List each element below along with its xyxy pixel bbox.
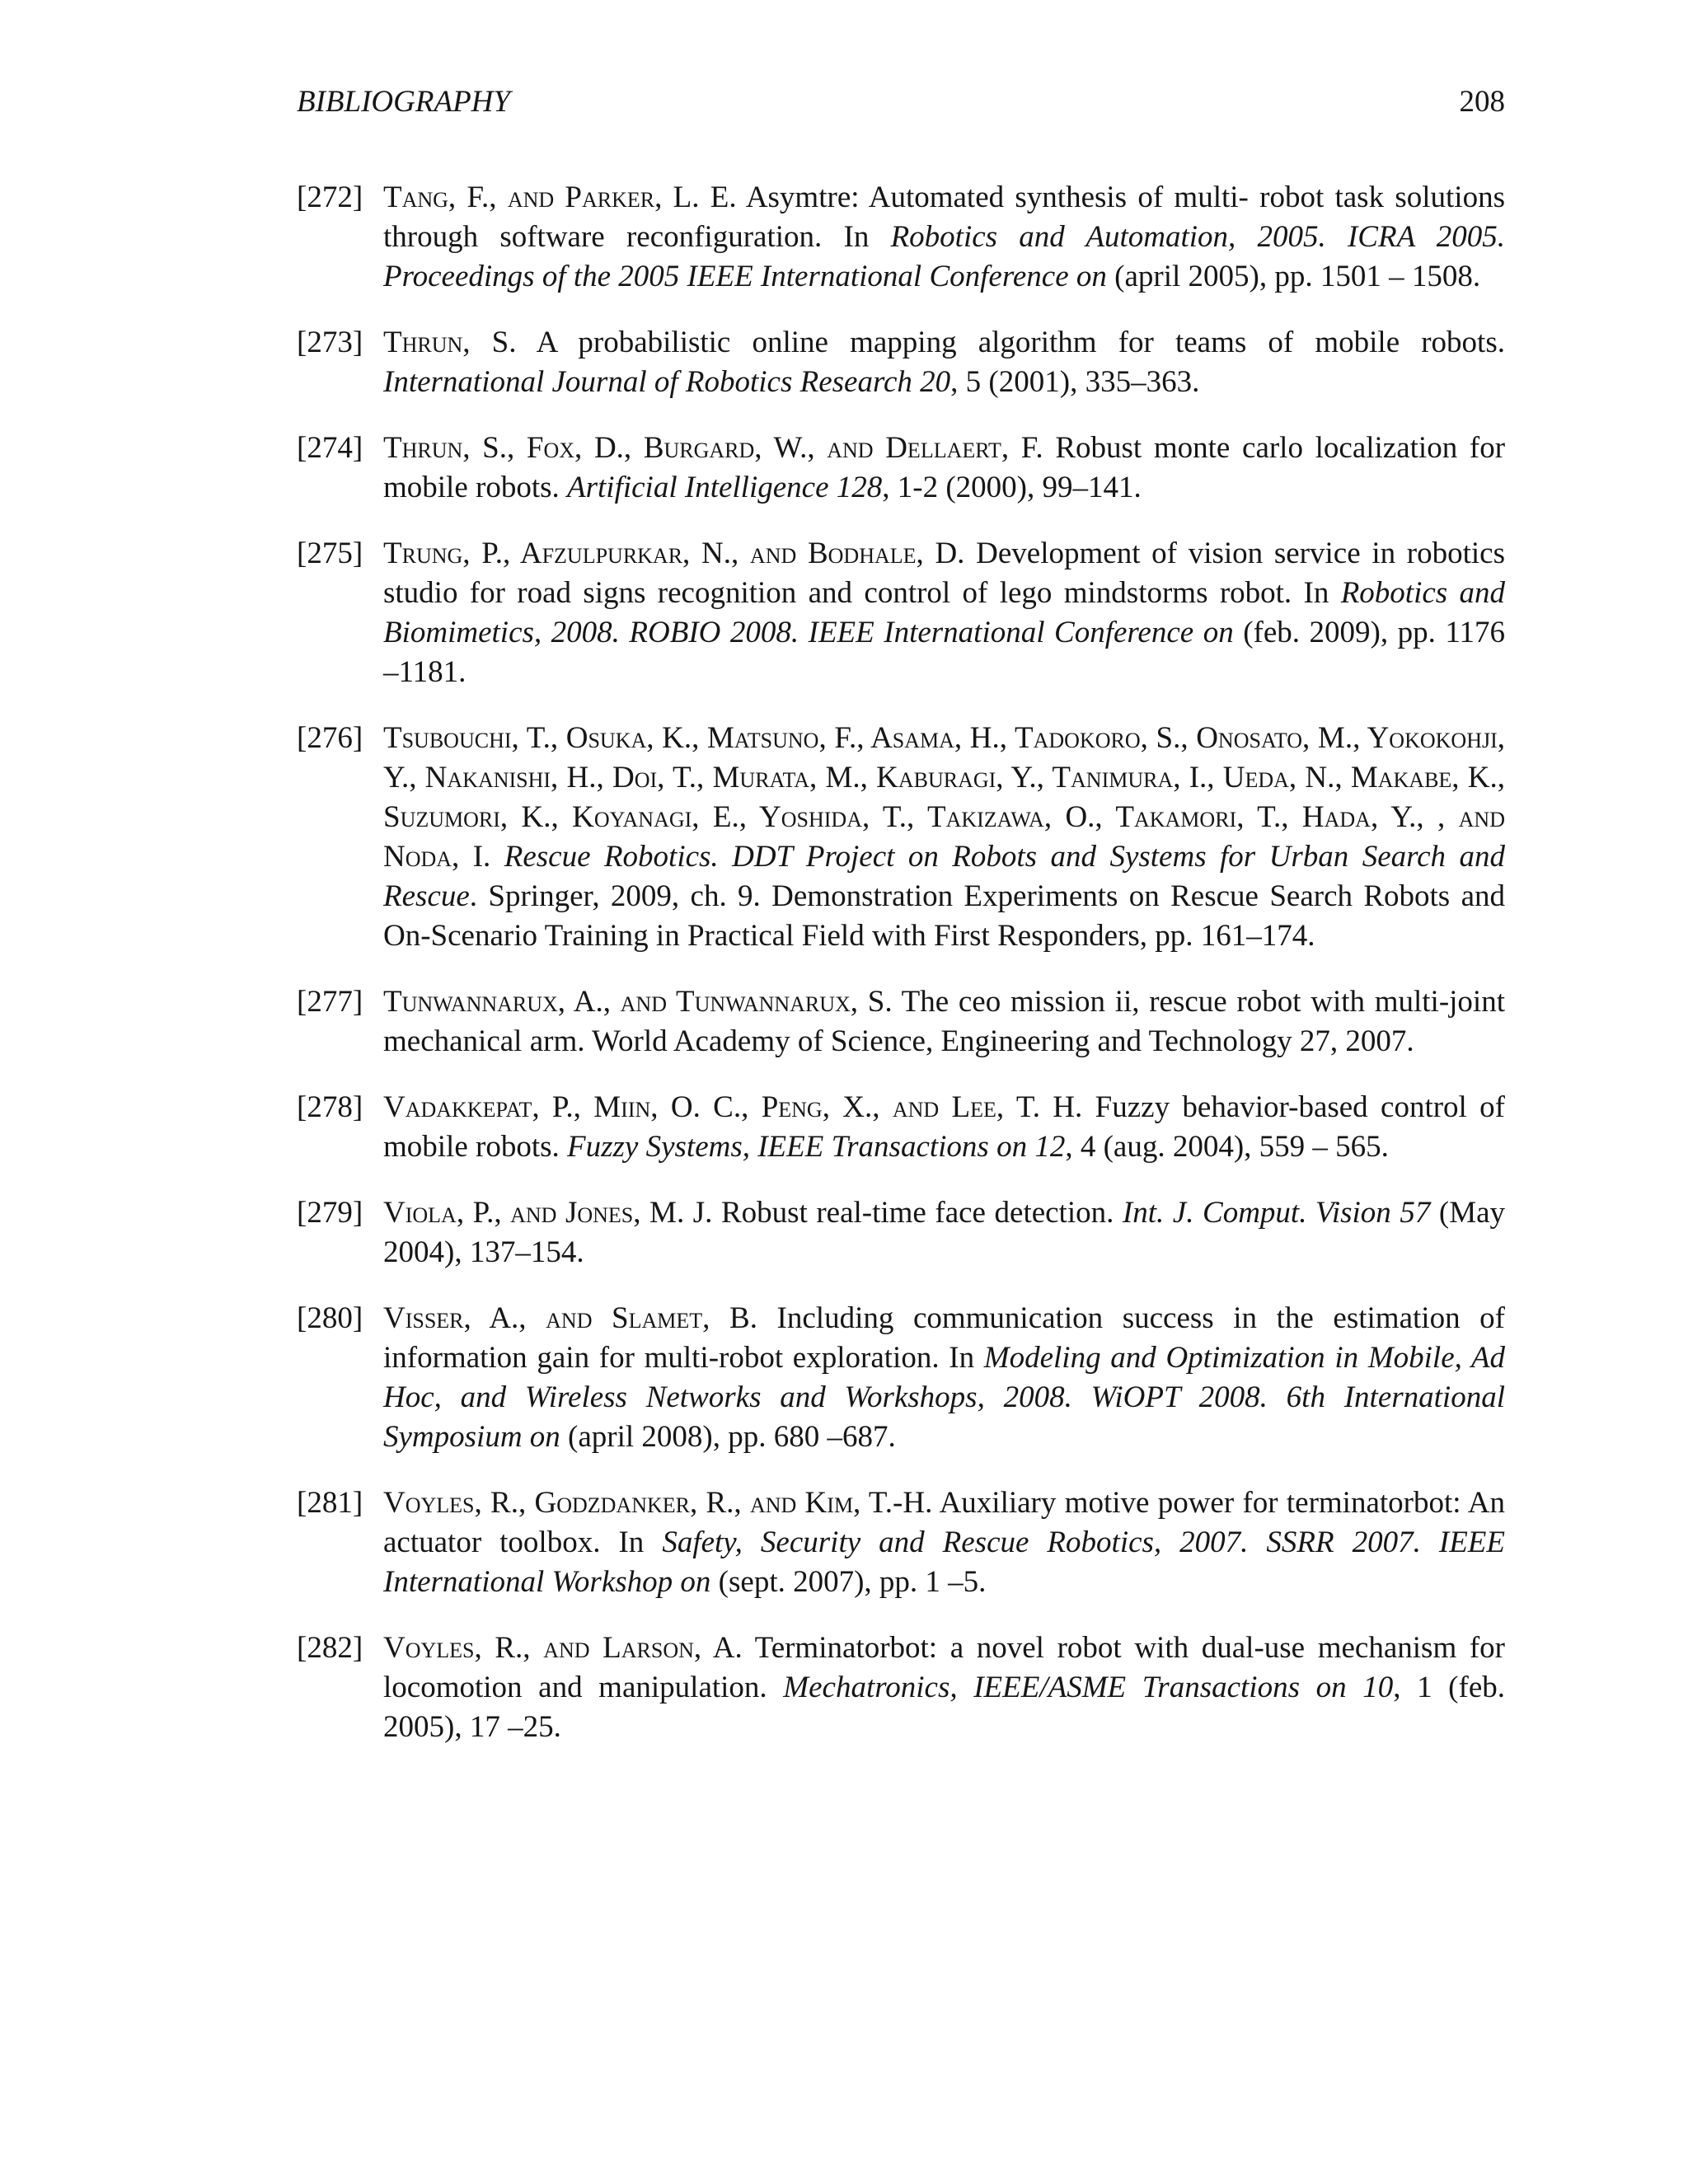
reference-venue: Artificial Intelligence 128 <box>567 471 883 504</box>
reference-venue: Robotics and Automation, 2005. ICRA 2005. Proceedings of the 2005 IEEE International Conference on <box>383 220 1505 293</box>
reference-text <box>383 719 1505 956</box>
reference-text <box>383 1088 1505 1167</box>
reference-title: Fuzzy behavior-based control of mobile robots. <box>383 1090 1506 1164</box>
reference-label: [281] <box>297 1486 363 1520</box>
bibliography-entry <box>297 1483 1505 1602</box>
bibliography-entry <box>297 1088 1505 1167</box>
reference-text <box>383 982 1505 1062</box>
bibliography-entry <box>297 1299 1505 1457</box>
reference-text <box>383 1299 1505 1457</box>
reference-label: [278] <box>297 1090 363 1124</box>
reference-label: [275] <box>297 537 363 570</box>
reference-authors: Viola, P., and Jones, M. J. <box>383 1196 713 1230</box>
reference-title: Development of vision service in robotics studio for road signs recognition and control of lego mindstorms robot. In <box>383 537 1506 610</box>
reference-text <box>383 1193 1505 1272</box>
bibliography-entry <box>297 178 1505 297</box>
bibliography-entry <box>297 982 1505 1062</box>
reference-authors: Vadakkepat, P., Miin, O. C., Peng, X., and Lee, T. H. <box>383 1090 1083 1124</box>
reference-details: (May 2004), 137–154. <box>383 1196 1506 1269</box>
reference-label: [273] <box>297 326 363 359</box>
page-header <box>297 79 1505 125</box>
reference-authors: Visser, A., and Slamet, B. <box>383 1301 757 1335</box>
reference-authors: Tsubouchi, T., Osuka, K., Matsuno, F., Asama, H., Tadokoro, S., Onosato, M., Yokokohji, Y., Nakanishi, H., Doi, T., Murata, M., Kaburagi, Y., Tanimura, I., Ueda, N., Makabe, K., Suzumori, K., Koyanagi, E., Yoshida, T., Takizawa, O., Takamori, T., Hada, Y., , and Noda, I. <box>383 721 1505 874</box>
reference-venue: Modeling and Optimization in Mobile, Ad Hoc, and Wireless Networks and Workshops, 2008. WiOPT 2008. 6th International Symposium on <box>383 1341 1505 1454</box>
reference-text <box>383 534 1505 692</box>
reference-details: (sept. 2007), pp. 1 –5. <box>718 1565 987 1599</box>
reference-details: . Springer, 2009, ch. 9. Demonstration Experiments on Rescue Search Robots and On-Scenario Training in Practical Field with First Responders, pp. 161–174. <box>383 879 1505 953</box>
reference-details: (april 2005), pp. 1501 – 1508. <box>1114 260 1481 293</box>
bibliography-list <box>297 178 1505 1774</box>
reference-authors: Voyles, R., Godzdanker, R., and Kim, T.-H. <box>383 1486 933 1520</box>
reference-authors: Voyles, R., and Larson, A. <box>383 1631 743 1665</box>
reference-venue: Rescue Robotics. DDT Project on Robots and Systems for Urban Search and Rescue <box>383 840 1505 913</box>
bibliography-entry <box>297 323 1505 402</box>
bibliography-entry <box>297 534 1505 692</box>
reference-venue: Fuzzy Systems, IEEE Transactions on 12 <box>567 1130 1066 1164</box>
reference-venue: Mechatronics, IEEE/ASME Transactions on 10 <box>783 1671 1394 1704</box>
bibliography-entry <box>297 429 1505 508</box>
reference-details: (april 2008), pp. 680 –687. <box>568 1420 896 1454</box>
reference-venue: Robotics and Biomimetics, 2008. ROBIO 2008. IEEE International Conference on <box>383 576 1506 649</box>
reference-details: , 4 (aug. 2004), 559 – 565. <box>1065 1130 1389 1164</box>
reference-title: A probabilistic online mapping algorithm for teams of mobile robots. <box>536 326 1505 359</box>
reference-venue: Safety, Security and Rescue Robotics, 2007. SSRR 2007. IEEE International Workshop on <box>383 1526 1506 1599</box>
reference-title: Including communication success in the estimation of information gain for multi-robot exploration. In <box>383 1301 1505 1375</box>
page-number: 208 <box>1459 85 1505 119</box>
bibliography-entry <box>297 719 1505 956</box>
reference-authors: Thrun, S., Fox, D., Burgard, W., and Dellaert, F. <box>383 431 1043 465</box>
bibliography-entry <box>297 1193 1505 1272</box>
reference-venue: International Journal of Robotics Research 20 <box>383 365 951 399</box>
reference-label: [280] <box>297 1301 363 1335</box>
running-title: BIBLIOGRAPHY <box>297 85 510 119</box>
reference-label: [277] <box>297 985 363 1019</box>
reference-authors: Trung, P., Afzulpurkar, N., and Bodhale, D. <box>383 537 965 570</box>
reference-details: (feb. 2009), pp. 1176 –1181. <box>383 616 1506 689</box>
reference-label: [272] <box>297 180 363 214</box>
reference-authors: Thrun, S. <box>383 326 517 359</box>
reference-title: Auxiliary motive power for terminatorbot: An actuator toolbox. In <box>383 1486 1505 1559</box>
reference-authors: Tang, F., and Parker, L. E. <box>383 180 737 214</box>
reference-text <box>383 429 1505 508</box>
reference-label: [274] <box>297 431 363 465</box>
reference-label: [282] <box>297 1631 363 1665</box>
reference-title: Asymtre: Automated synthesis of multi- robot task solutions through software reconfiguration. In <box>383 180 1505 254</box>
reference-venue: Int. J. Comput. Vision 57 <box>1122 1196 1431 1230</box>
reference-text <box>383 1483 1505 1602</box>
reference-authors: Tunwannarux, A., and Tunwannarux, S. <box>383 985 893 1019</box>
reference-title: The ceo mission ii, rescue robot with multi-joint mechanical arm. World Academy of Science, Engineering and Technology 27, 2007. <box>383 985 1505 1058</box>
reference-title: Robust monte carlo localization for mobile robots. <box>383 431 1506 504</box>
reference-title: Robust real-time face detection. <box>720 1196 1114 1230</box>
reference-label: [279] <box>297 1196 363 1230</box>
reference-label: [276] <box>297 721 363 755</box>
reference-text <box>383 1629 1505 1747</box>
reference-details: , 5 (2001), 335–363. <box>950 365 1200 399</box>
reference-details: , 1 (feb. 2005), 17 –25. <box>383 1671 1505 1744</box>
bibliography-entry <box>297 1629 1505 1747</box>
reference-text <box>383 323 1505 402</box>
reference-details: , 1-2 (2000), 99–141. <box>882 471 1142 504</box>
reference-title: Terminatorbot: a novel robot with dual-use mechanism for locomotion and manipulation. <box>383 1631 1505 1704</box>
reference-text <box>383 178 1505 297</box>
